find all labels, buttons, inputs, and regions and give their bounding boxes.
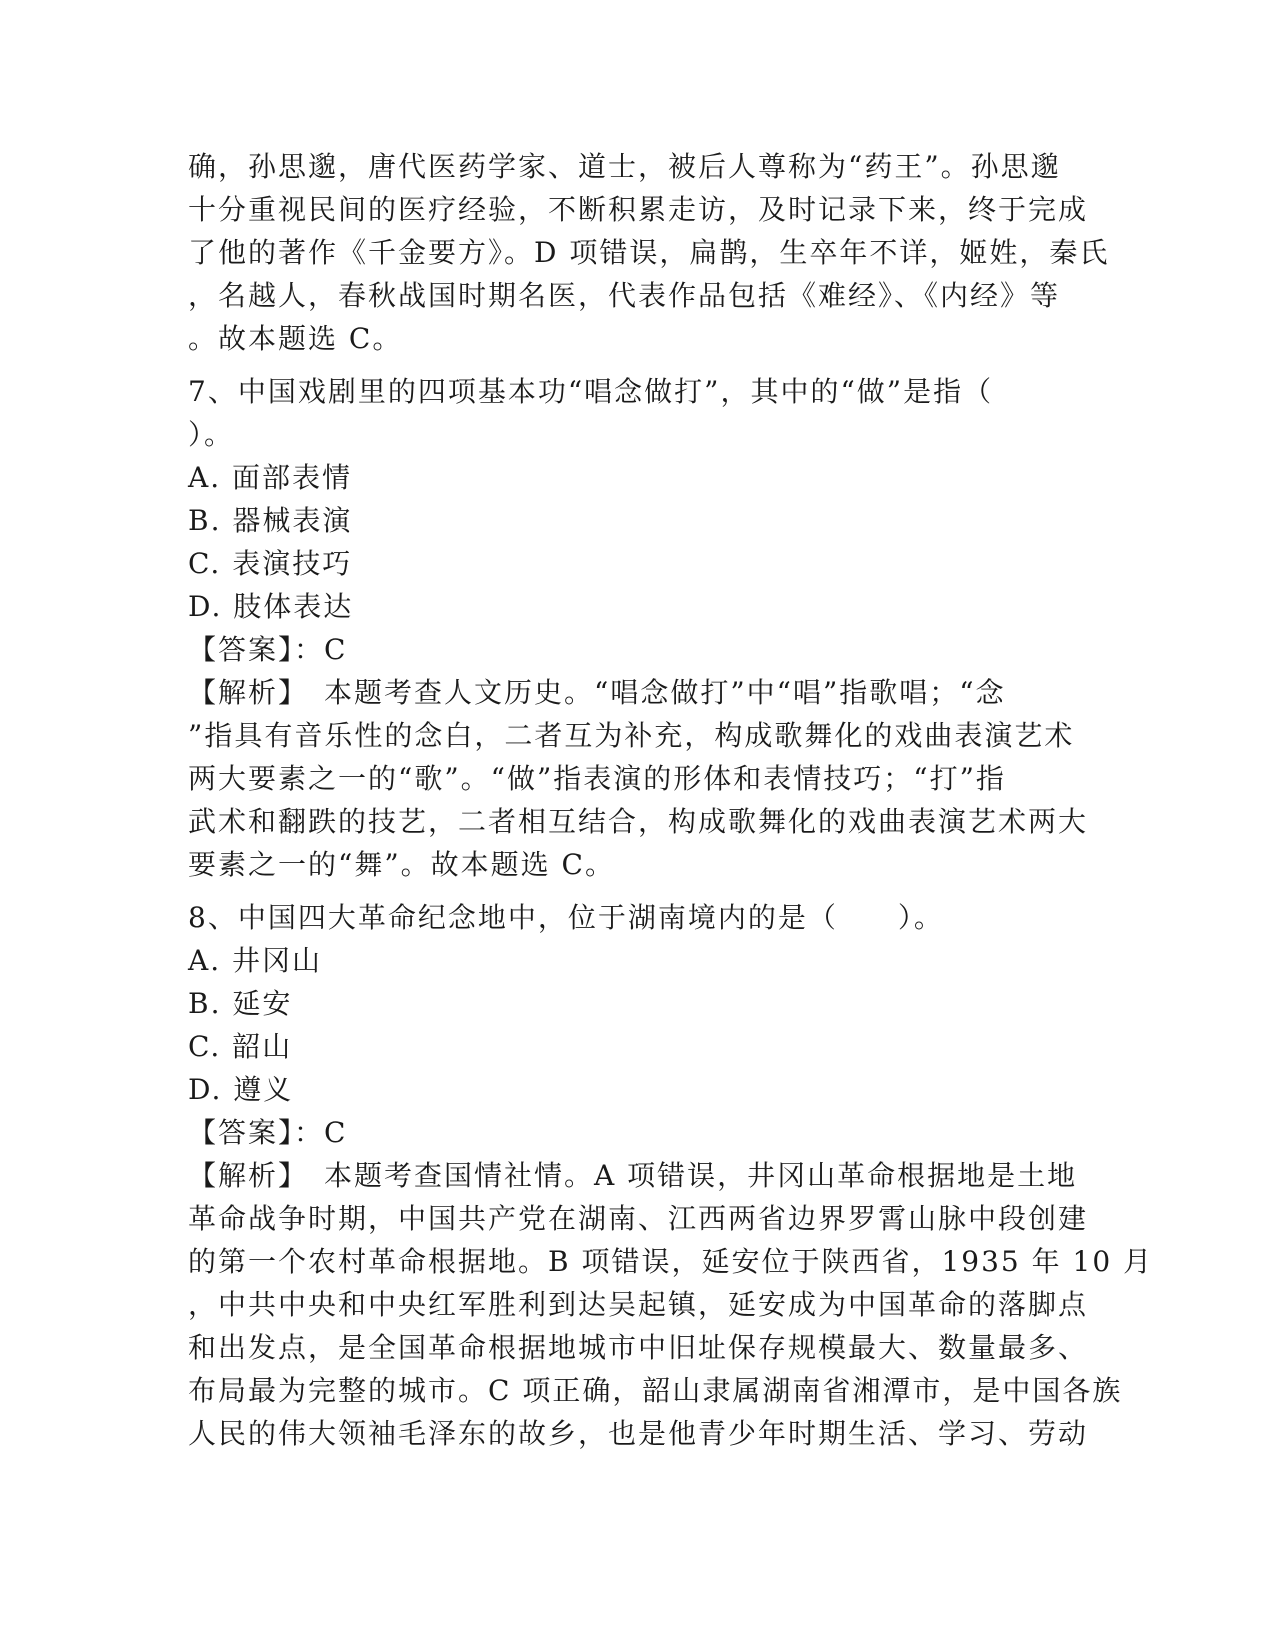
option-a: A. 面部表情 bbox=[188, 461, 353, 494]
answer-line: 【答案】：C bbox=[188, 1116, 348, 1149]
explanation-line: 和出发点，是全国革命根据地城市中旧址保存规模最大、数量最多、 bbox=[188, 1331, 1089, 1364]
answer-line: 【答案】：C bbox=[188, 633, 348, 666]
option-a: A. 井冈山 bbox=[188, 944, 323, 977]
explanation-line: 【解析】 本题考查人文历史。“唱念做打”中“唱”指歌唱；“念 bbox=[188, 676, 1006, 709]
question-8 bbox=[188, 896, 1154, 1455]
text-line: 。故本题选 C。 bbox=[188, 322, 403, 355]
option-b: B. 器械表演 bbox=[188, 504, 353, 537]
explanation-line: ，中共中央和中央红军胜利到达吴起镇，延安成为中国革命的落脚点 bbox=[188, 1288, 1089, 1321]
text-line: 十分重视民间的医疗经验，不断积累走访，及时记录下来，终于完成 bbox=[188, 193, 1089, 226]
option-d: D. 遵义 bbox=[188, 1073, 294, 1106]
option-d: D. 肢体表达 bbox=[188, 590, 354, 623]
question-stem: 8、中国四大革命纪念地中，位于湖南境内的是（ ）。 bbox=[188, 901, 944, 934]
question-stem: ）。 bbox=[188, 418, 235, 451]
explanation-line: 人民的伟大领袖毛泽东的故乡，也是他青少年时期生活、学习、劳动 bbox=[188, 1417, 1089, 1450]
option-c: C. 韶山 bbox=[188, 1030, 293, 1063]
text-line: 确，孙思邈，唐代医药学家、道士，被后人尊称为“药王”。孙思邈 bbox=[188, 150, 1061, 183]
question-stem: 7、中国戏剧里的四项基本功“唱念做打”，其中的“做”是指（ bbox=[188, 375, 994, 408]
text-line: 了他的著作《千金要方》。D 项错误，扁鹊，生卒年不详，姬姓，秦氏 bbox=[188, 236, 1110, 269]
option-b: B. 延安 bbox=[188, 987, 293, 1020]
document-content bbox=[188, 145, 1154, 1455]
explanation-line: 的第一个农村革命根据地。B 项错误，延安位于陕西省，1935 年 10 月 bbox=[188, 1245, 1154, 1278]
explanation-line: ”指具有音乐性的念白，二者互为补充，构成歌舞化的戏曲表演艺术 bbox=[188, 719, 1075, 752]
option-c: C. 表演技巧 bbox=[188, 547, 353, 580]
explanation-line: 两大要素之一的“歌”。“做”指表演的形体和表情技巧；“打”指 bbox=[188, 762, 1006, 795]
explanation-line: 革命战争时期，中国共产党在湖南、江西两省边界罗霄山脉中段创建 bbox=[188, 1202, 1089, 1235]
question-7 bbox=[188, 370, 1088, 886]
text-line: ，名越人，春秋战国时期名医，代表作品包括《难经》、《内经》等 bbox=[188, 279, 1061, 312]
explanation-line: 要素之一的“舞”。故本题选 C。 bbox=[188, 848, 615, 881]
explanation-line: 布局最为完整的城市。C 项正确，韶山隶属湖南省湘潭市，是中国各族 bbox=[188, 1374, 1123, 1407]
previous-explanation bbox=[188, 145, 1110, 360]
explanation-line: 武术和翻跌的技艺，二者相互结合，构成歌舞化的戏曲表演艺术两大 bbox=[188, 805, 1089, 838]
explanation-line: 【解析】 本题考查国情社情。A 项错误，井冈山革命根据地是土地 bbox=[188, 1159, 1078, 1192]
